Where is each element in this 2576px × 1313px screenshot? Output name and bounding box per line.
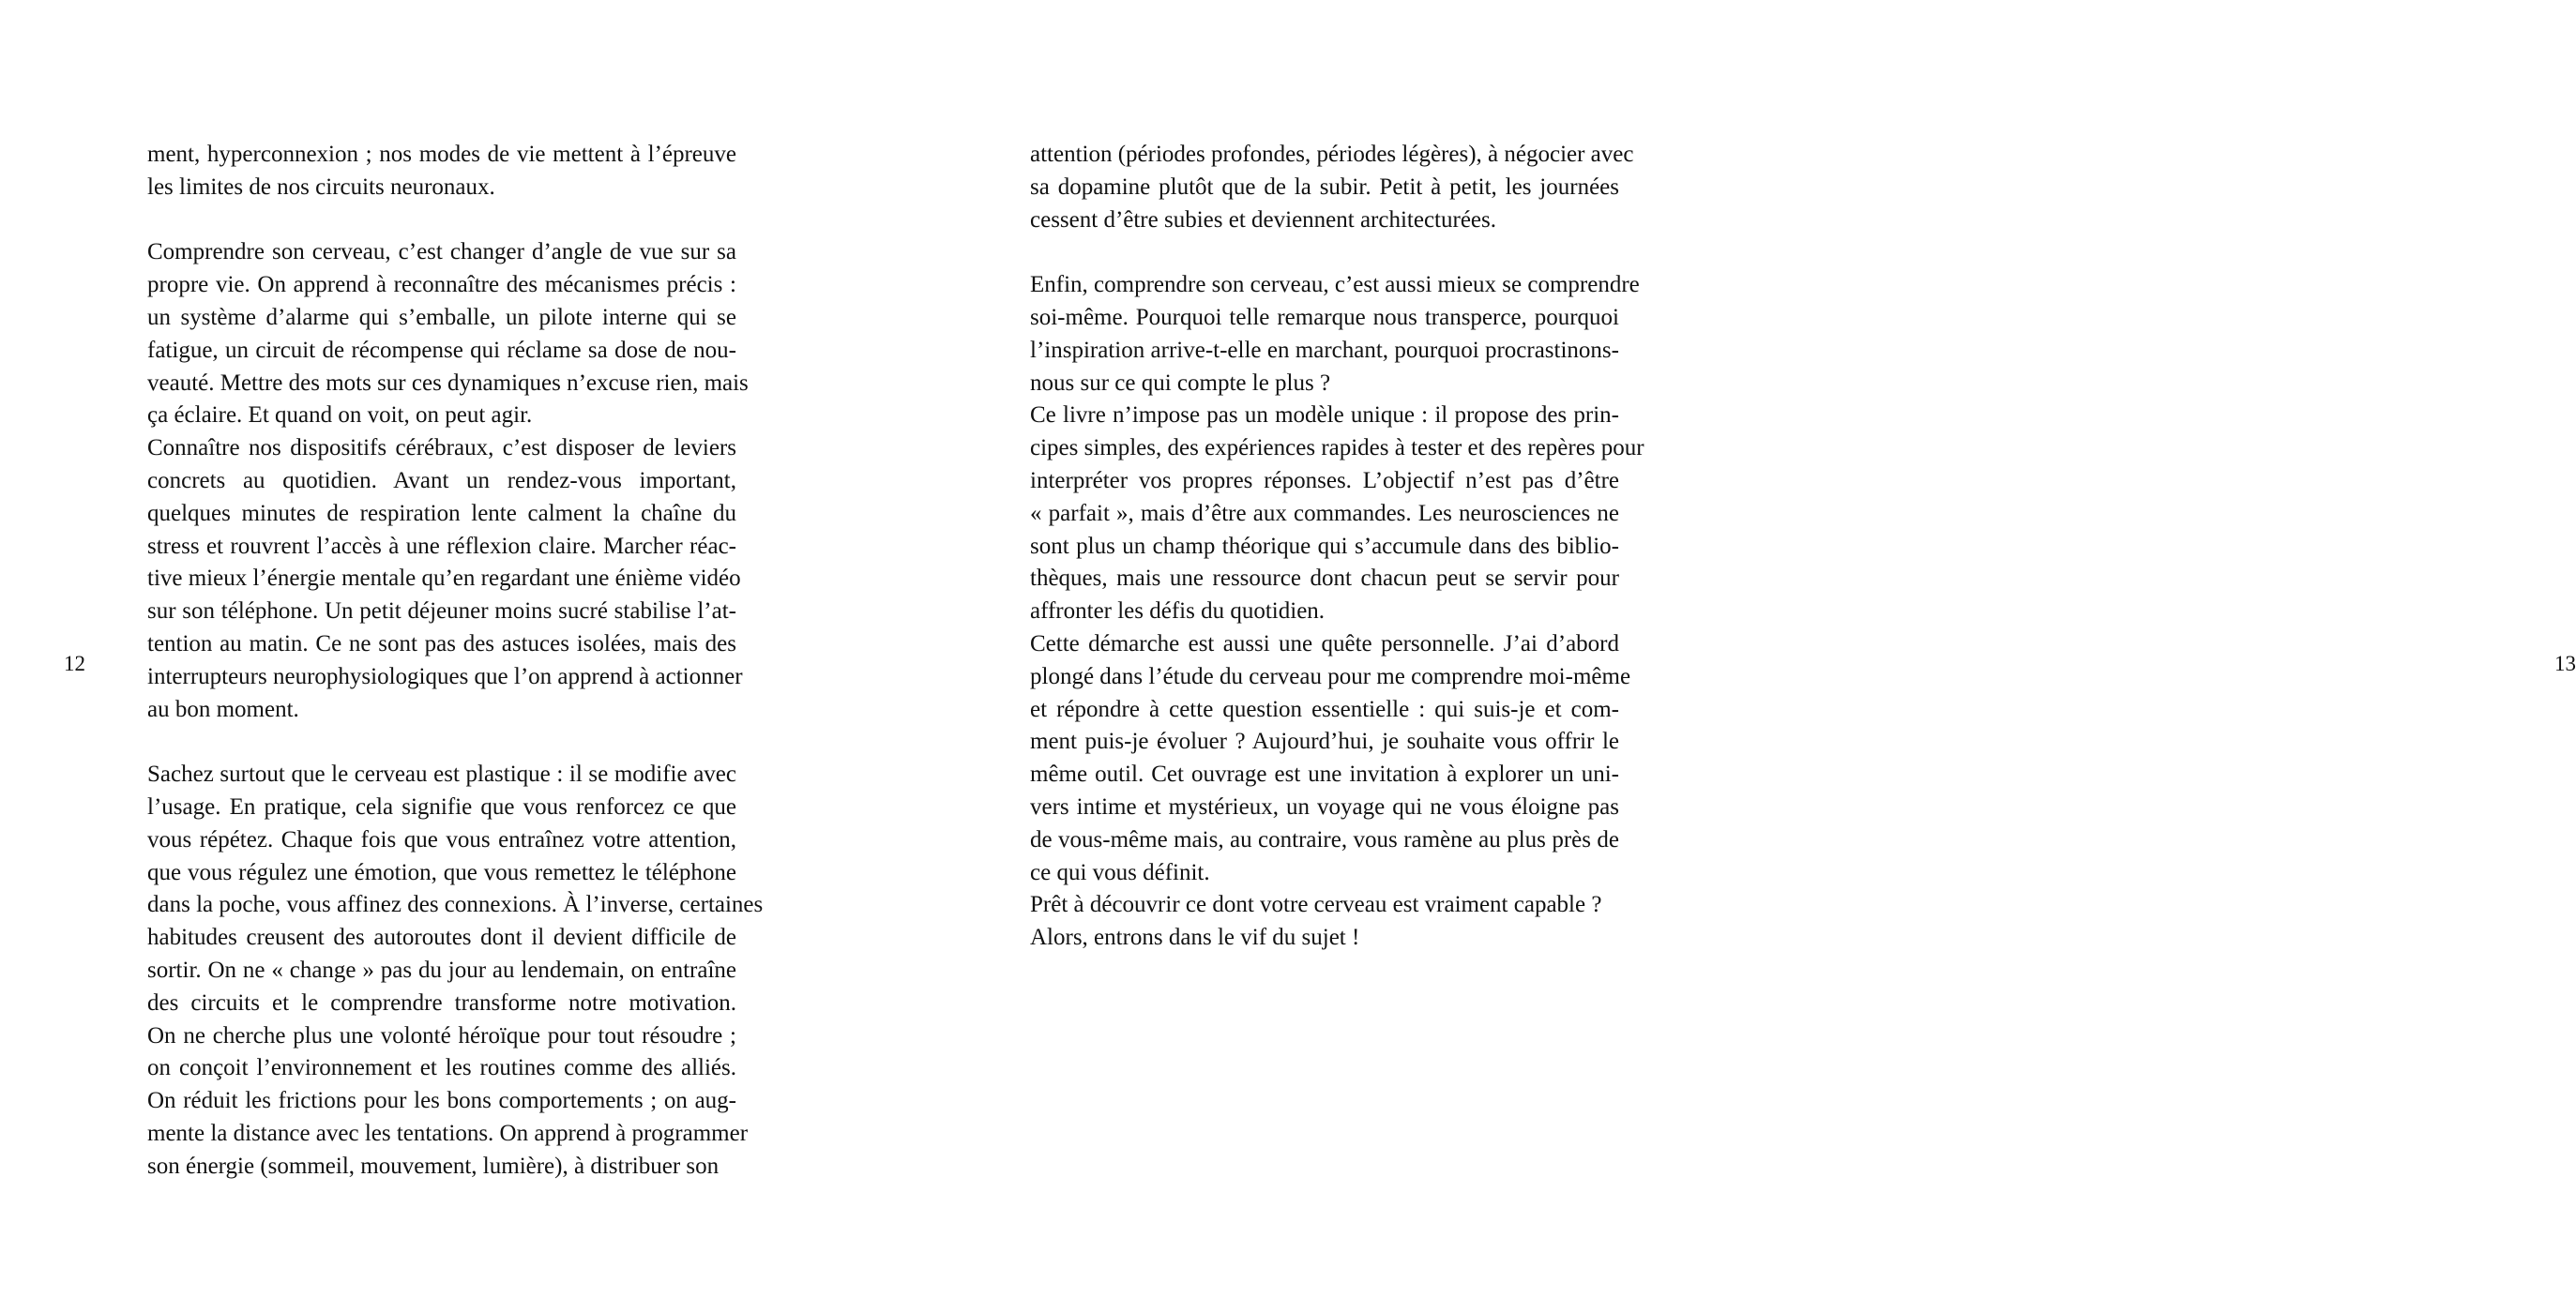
text-line: vers intime et mystérieux, un voyage qui ne vous éloigne pas (1030, 793, 1619, 820)
text-line: Ce livre n’impose pas un modèle unique : il propose des prin- (1030, 402, 1619, 429)
text-line: interpréter vos propres réponses. L’objectif n’est pas d’être (1030, 467, 1619, 493)
text-line: vous répétez. Chaque fois que vous entraînez votre attention, (147, 826, 736, 853)
text-line: « parfait », mais d’être aux commandes. Les neurosciences ne (1030, 500, 1619, 526)
text-line: ce qui vous définit. (1030, 859, 1210, 885)
text-line: que vous régulez une émotion, que vous remettez le téléphone (147, 859, 736, 885)
text-line: Comprendre son cerveau, c’est changer d’angle de vue sur sa (147, 239, 736, 265)
text-line: thèques, mais une ressource dont chacun peut se servir pour (1030, 566, 1619, 592)
text-line: nous sur ce qui compte le plus ? (1030, 370, 1331, 396)
left-page-body (147, 139, 764, 1184)
text-line: Alors, entrons dans le vif du sujet ! (1030, 925, 1360, 951)
text-line: Enfin, comprendre son cerveau, c’est aussi mieux se comprendre (1030, 272, 1640, 298)
text-line: tive mieux l’énergie mentale qu’en regardant une énième vidéo (147, 566, 741, 592)
text-line: veauté. Mettre des mots sur ces dynamiques n’excuse rien, mais (147, 370, 749, 396)
text-line: On réduit les frictions pour les bons comportements ; on aug- (147, 1088, 736, 1114)
text-line: quelques minutes de respiration lente calment la chaîne du (147, 500, 736, 526)
text-line: mente la distance avec les tentations. On apprend à programmer (147, 1120, 749, 1146)
paragraph-break (147, 204, 736, 237)
text-line: ment puis-je évoluer ? Aujourd’hui, je souhaite vous offrir le (1030, 729, 1619, 755)
text-line: au bon moment. (147, 696, 299, 722)
text-line: cipes simples, des expériences rapides à tester et des repères pour (1030, 435, 1644, 461)
text-line: habitudes creusent des autoroutes dont il devient difficile de (147, 925, 736, 951)
text-line: un système d’alarme qui s’emballe, un pilote interne qui se (147, 304, 736, 330)
text-line: dans la poche, vous affinez des connexions. À l’inverse, certaines (147, 892, 764, 918)
text-line: stress et rouvrent l’accès à une réflexion claire. Marcher réac- (147, 533, 736, 559)
text-line: Sachez surtout que le cerveau est plastique : il se modifie avec (147, 762, 736, 788)
text-line: interrupteurs neurophysiologiques que l’on apprend à actionner (147, 663, 743, 689)
text-line: même outil. Cet ouvrage est une invitation à explorer un uni- (1030, 762, 1619, 788)
text-line: l’usage. En pratique, cela signifie que vous renforcez ce que (147, 793, 736, 820)
text-line: plongé dans l’étude du cerveau pour me comprendre moi-même (1030, 663, 1631, 689)
text-line: Cette démarche est aussi une quête personnelle. J’ai d’abord (1030, 630, 1619, 656)
text-line: On ne cherche plus une volonté héroïque pour tout résoudre ; (147, 1022, 736, 1049)
text-line: tention au matin. Ce ne sont pas des astuces isolées, mais des (147, 630, 736, 656)
text-line: de vous-même mais, au contraire, vous ramène au plus près de (1030, 826, 1619, 853)
text-line: cessent d’être subies et deviennent architecturées. (1030, 206, 1496, 233)
text-line: propre vie. On apprend à reconnaître des mécanismes précis : (147, 272, 736, 298)
text-line: Connaître nos dispositifs cérébraux, c’est disposer de leviers (147, 435, 736, 461)
right-page (876, 0, 2576, 1313)
text-line: ment, hyperconnexion ; nos modes de vie mettent à l’épreuve (147, 142, 736, 167)
text-line: sa dopamine plutôt que de la subir. Petit à petit, les journées (1030, 174, 1619, 200)
text-line: ça éclaire. Et quand on voit, on peut agir. (147, 402, 533, 429)
text-line: sur son téléphone. Un petit déjeuner moins sucré stabilise l’at- (147, 598, 736, 625)
text-line: sortir. On ne « change » pas du jour au lendemain, on entraîne (147, 957, 736, 983)
text-line: concrets au quotidien. Avant un rendez-vous important, (147, 467, 736, 493)
text-line: son énergie (sommeil, mouvement, lumière), à distribuer son (147, 1153, 720, 1179)
paragraph-break (147, 726, 736, 759)
text-line: fatigue, un circuit de récompense qui réclame sa dose de nou- (147, 337, 736, 363)
text-line: et répondre à cette question essentielle : qui suis-je et com- (1030, 696, 1619, 722)
text-line: Prêt à découvrir ce dont votre cerveau est vraiment capable ? (1030, 892, 1602, 918)
text-line: des circuits et le comprendre transforme notre motivation. (147, 989, 736, 1016)
text-line: on conçoit l’environnement et les routines comme des alliés. (147, 1055, 736, 1081)
page-number-right: 13 (2554, 652, 2576, 675)
left-page (0, 0, 875, 1313)
text-line: les limites de nos circuits neuronaux. (147, 174, 495, 200)
paragraph-break (1030, 236, 1619, 269)
text-line: sont plus un champ théorique qui s’accumule dans des biblio- (1030, 533, 1619, 559)
text-line: attention (périodes profondes, périodes légères), à négocier avec (1030, 142, 1634, 167)
right-page-body (1030, 139, 1644, 955)
text-line: soi-même. Pourquoi telle remarque nous transperce, pourquoi (1030, 304, 1619, 330)
text-line: l’inspiration arrive-t-elle en marchant, pourquoi procrastinons- (1030, 337, 1619, 363)
text-line: affronter les défis du quotidien. (1030, 598, 1326, 625)
page-number-left: 12 (64, 652, 85, 675)
